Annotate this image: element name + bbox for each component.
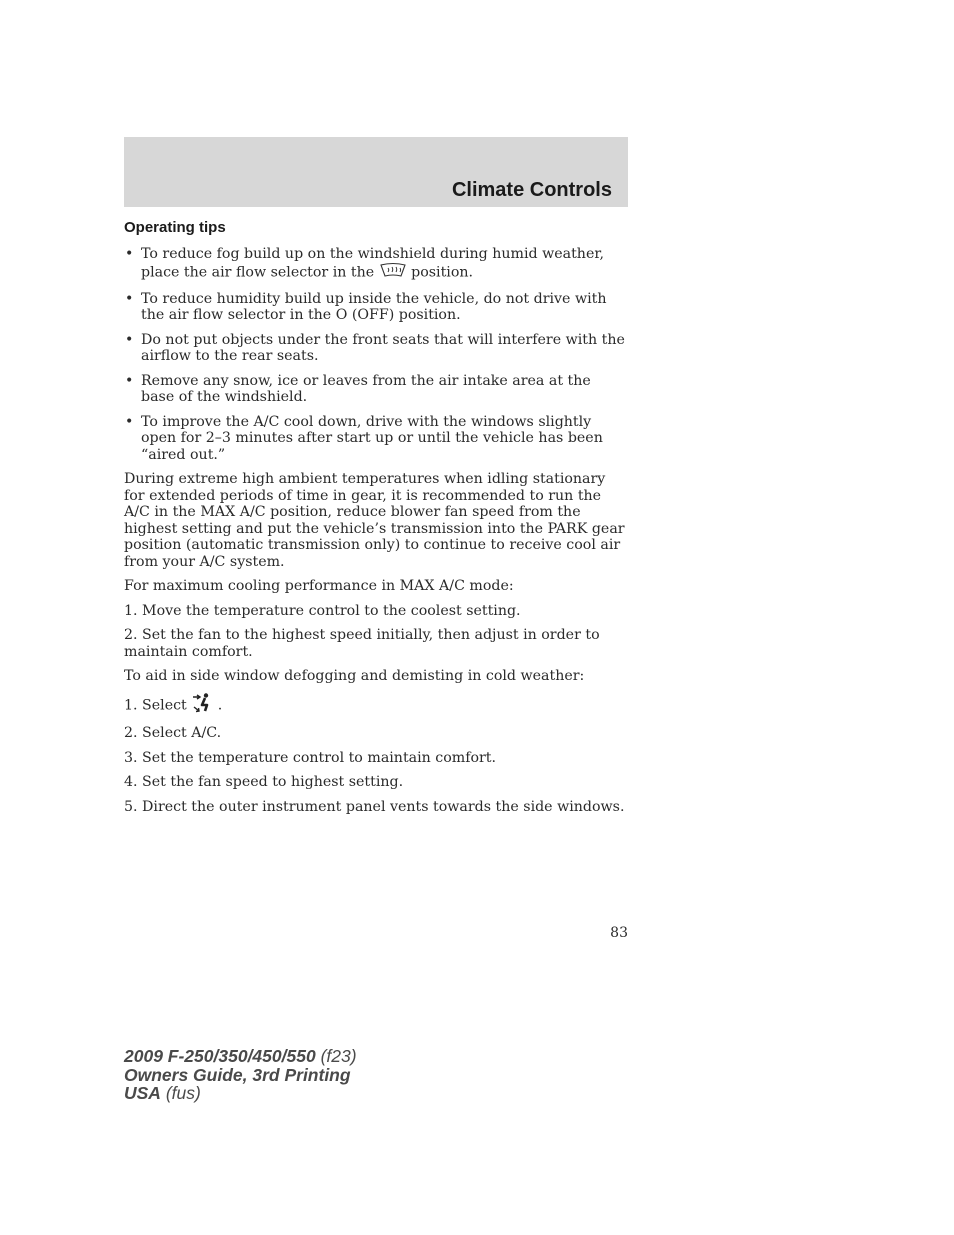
footer-market: USA bbox=[124, 1083, 161, 1103]
defog-step: 2. Select A/C. bbox=[124, 725, 222, 741]
defog-step-text: . bbox=[213, 696, 223, 713]
defog-intro: To aid in side window defogging and demisting in cold weather: bbox=[124, 668, 585, 684]
defog-step: 3. Set the temperature control to maintain comfort. bbox=[124, 749, 497, 766]
extreme-heat-paragraph: During extreme high ambient temperatures when idling stationary for extended periods of time in gear, it is recommended to run the A/C in the MAX A/C position, reduce blower fan speed from the highest setting and put the vehicle’s transmission into the PARK gear position (automatic transmission only) to continue to receive cool air from your A/C system. bbox=[124, 471, 625, 570]
tip-text: To reduce fog build up on the windshield during humid weather, place the air flow selector in the bbox=[141, 245, 605, 281]
max-cooling-step: 2. Set the fan to the highest speed initially, then adjust in order to maintain comfort. bbox=[124, 627, 600, 660]
defrost-icon bbox=[379, 262, 407, 283]
max-cooling-intro: For maximum cooling performance in MAX A/C mode: bbox=[124, 578, 514, 594]
section-heading: Operating tips bbox=[124, 219, 226, 236]
page-content bbox=[124, 220, 628, 823]
defog-step-text: 1. Select bbox=[124, 696, 192, 713]
tip-item: • Do not put objects under the front seats that will interfere with the airflow to the rear seats. bbox=[124, 332, 628, 365]
tip-item: • To reduce humidity build up inside the vehicle, do not drive with the air flow selector in the O (OFF) position. bbox=[124, 291, 628, 324]
footer-line-model bbox=[124, 1047, 357, 1066]
tip-item: • Remove any snow, ice or leaves from the air intake area at the base of the windshield. bbox=[124, 373, 628, 406]
operating-tips-list bbox=[124, 246, 628, 464]
chapter-header-band bbox=[124, 137, 628, 207]
footer-line-market bbox=[124, 1084, 357, 1103]
defog-step: 4. Set the fan speed to highest setting. bbox=[124, 774, 404, 790]
tip-text: position. bbox=[406, 264, 474, 281]
page-number: 83 bbox=[610, 925, 628, 941]
tip-item: • To improve the A/C cool down, drive with the windows slightly open for 2–3 minutes after start up or until the vehicle has been “aired out.” bbox=[124, 414, 628, 464]
footer-model: 2009 F-250/350/450/550 bbox=[124, 1046, 316, 1066]
max-cooling-step: 1. Move the temperature control to the coolest setting. bbox=[124, 602, 521, 619]
defog-step bbox=[124, 693, 628, 718]
footer-market-code: (fus) bbox=[160, 1083, 201, 1103]
document-footer bbox=[124, 1047, 357, 1103]
defog-step: 5. Direct the outer instrument panel vents towards the side windows. bbox=[124, 798, 625, 815]
footer-model-code: (f23) bbox=[315, 1046, 357, 1066]
panel-floor-airflow-icon bbox=[191, 693, 213, 718]
tip-item bbox=[124, 246, 628, 283]
footer-line-edition: Owners Guide, 3rd Printing bbox=[124, 1064, 351, 1085]
chapter-title: Climate Controls bbox=[451, 179, 612, 201]
